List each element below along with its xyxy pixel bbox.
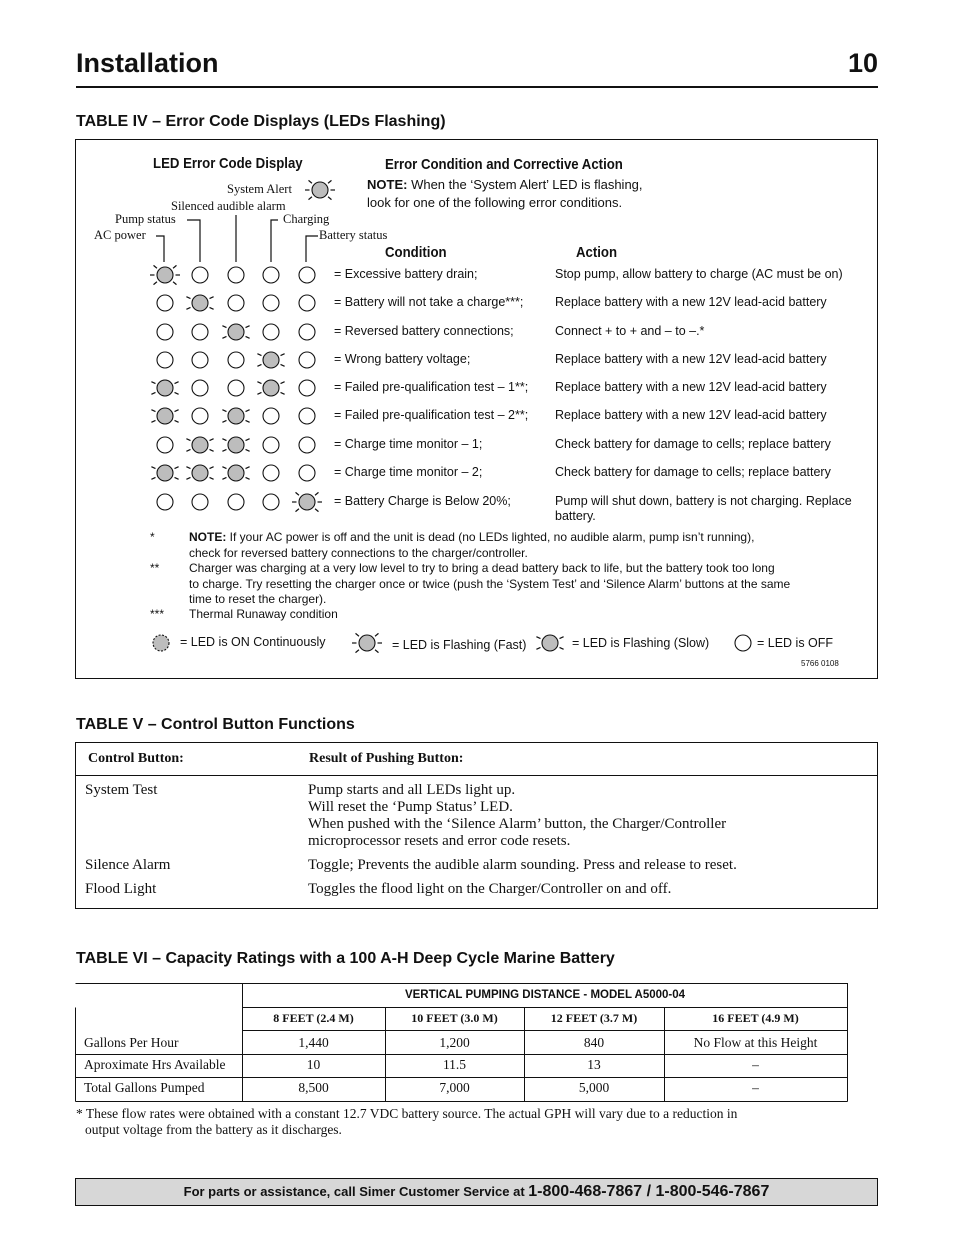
table6-row-label: Gallons Per Hour [84,1035,179,1050]
legend-fast-label: = LED is Flashing (Fast) [392,638,527,652]
corrective-action: Replace battery with a new 12V lead-acid battery [555,352,827,366]
table6-col-header: 16 FEET (4.9 M) [712,1011,799,1025]
table4-heading: TABLE IV – Error Code Displays (LEDs Flashing) [76,113,446,130]
table6-cell: – [752,1057,759,1072]
table6-row-label: Total Gallons Pumped [84,1080,205,1095]
led-display-heading: LED Error Code Display [153,155,303,172]
condition-heading: Condition [385,244,447,261]
label-ac-power: AC power [94,228,146,242]
table6-heading: TABLE VI – Capacity Ratings with a 100 A-H Deep Cycle Marine Battery [76,950,615,967]
footnote-mark: *** [150,607,165,621]
table6-cell: 13 [587,1057,601,1072]
table6-footnote: * These flow rates were obtained with a constant 12.7 VDC battery source. The actual GPH will vary due to a reduction in output voltage from the battery as it discharges. [76,1106,738,1137]
table5-col2-header: Result of Pushing Button: [309,751,464,766]
label-pump-status: Pump status [115,212,176,226]
footnote-1: NOTE: If your AC power is off and the unit is dead (no LEDs lighted, no audible alarm, pump isn’t running), check for reversed battery connections to the charger/controller. [189,530,755,560]
label-system-alert: System Alert [227,182,292,196]
footer-text: For parts or assistance, call Simer Customer Service at [183,1184,529,1199]
table6-col-header: 8 FEET (2.4 M) [273,1011,354,1025]
corrective-action: Pump will shut down, battery is not charging. Replace battery. [555,494,852,523]
label-silenced-alarm: Silenced audible alarm [171,199,286,213]
table6-cell: No Flow at this Height [693,1035,818,1050]
table5-heading: TABLE V – Control Button Functions [76,716,355,733]
corrective-action: Replace battery with a new 12V lead-acid battery [555,295,827,309]
legend-on-label: = LED is ON Continuously [180,635,326,649]
table5-button: Silence Alarm [85,857,171,873]
table5-col1-header: Control Button: [88,751,184,766]
error-condition: = Failed pre-qualification test – 2**; [334,408,529,422]
figure-code: 5766 0108 [801,659,839,668]
action-heading: Action [576,244,618,261]
table6-cell: 1,440 [298,1035,329,1050]
note-line-1: NOTE: When the ‘System Alert’ LED is flashing, [367,177,643,192]
label-charging: Charging [283,212,330,226]
legend-slow-label: = LED is Flashing (Slow) [572,636,710,650]
footnote-3: Thermal Runaway condition [189,607,338,621]
footnote-mark: ** [150,561,160,575]
error-condition: = Battery will not take a charge***; [334,295,524,309]
label-battery-status: Battery status [319,228,388,242]
footer-contact-bar [75,1178,878,1206]
table5-result: Toggles the flood light on the Charger/Controller on and off. [308,881,672,897]
corrective-action: Check battery for damage to cells; replace battery [555,437,831,451]
footnote-2: Charger was charging at a very low level to try to bring a dead battery back to life, but the battery took too long to charge. Try resetting the charger once or twice (push the ‘System Test’ and ‘Silence Alarm’ buttons at the same time to reset the charger). [189,561,791,606]
corrective-action: Connect + to + and – to –.* [555,324,705,338]
table6-group-header: VERTICAL PUMPING DISTANCE - MODEL A5000-04 [404,989,686,1001]
error-condition: = Battery Charge is Below 20%; [334,494,511,508]
table6-cell: 10 [306,1057,321,1072]
corrective-action: Replace battery with a new 12V lead-acid battery [555,408,827,422]
table6-cell: 1,200 [439,1035,470,1050]
page-title: Installation [76,48,219,78]
footer-phone-numbers: 1-800-468-7867 / 1-800-546-7867 [528,1183,770,1200]
table6-col-header: 12 FEET (3.7 M) [550,1011,638,1025]
footnote-mark: * [150,530,155,544]
table6-cell: 5,000 [578,1080,610,1095]
table6-cell: 11.5 [442,1057,467,1072]
table5-button: Flood Light [85,881,157,897]
error-condition: = Excessive battery drain; [334,267,478,281]
error-condition: = Failed pre-qualification test – 1**; [334,380,529,394]
table6-cell: 840 [583,1035,605,1050]
table5-button: System Test [85,782,158,798]
note-line-2: look for one of the following error conditions. [367,195,623,210]
error-condition: = Charge time monitor – 2; [334,465,483,479]
corrective-action: Replace battery with a new 12V lead-acid battery [555,380,827,394]
table5-result: Pump starts and all LEDs light up. Will reset the ‘Pump Status’ LED. When pushed with the ‘Silence Alarm’ button, the Charger/Controller microprocessor resets and error code resets. [308,782,727,849]
corrective-action: Stop pump, allow battery to charge (AC must be on) [555,267,843,281]
table6-cell: 8,500 [298,1080,329,1095]
table5-result: Toggle; Prevents the audible alarm sounding. Press and release to reset. [308,857,737,873]
table6-row-label: Aproximate Hrs Available [84,1057,226,1072]
error-condition: = Charge time monitor – 1; [334,437,483,451]
error-condition: = Wrong battery voltage; [334,352,471,366]
corrective-action: Check battery for damage to cells; replace battery [555,465,831,479]
legend-off-label: = LED is OFF [757,636,834,650]
table6-col-header: 10 FEET (3.0 M) [411,1011,498,1025]
table6-cell: – [752,1080,759,1095]
table6-cell: 7,000 [439,1080,470,1095]
error-condition: = Reversed battery connections; [334,324,514,338]
page-number: 10 [847,48,878,78]
error-condition-heading: Error Condition and Corrective Action [385,156,623,173]
